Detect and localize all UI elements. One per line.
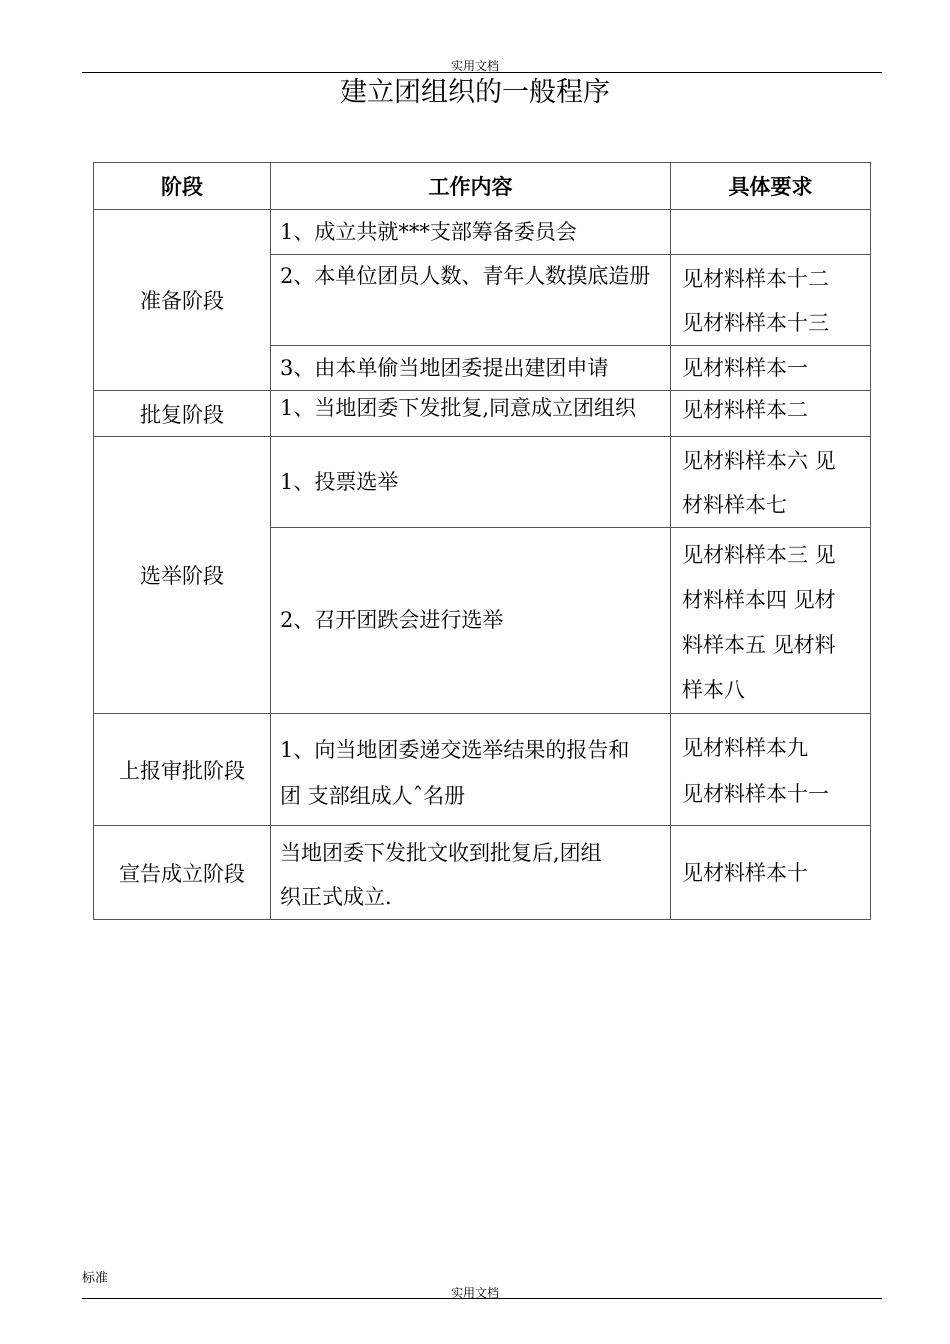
stage-cell: 宣告成立阶段 [94,826,271,920]
table-row [94,210,871,255]
requirement-cell [671,437,871,528]
table-row [94,437,871,528]
requirement-line: 见材料样本九 [682,736,808,760]
work-cell: 1、投票选举 [271,437,671,528]
stage-cell: 批复阶段 [94,391,271,437]
work-line: 团 支部组成人ˆ名册 [280,784,466,808]
header-work: 工作内容 [271,163,671,210]
work-cell [271,391,671,437]
stage-cell: 上报审批阶段 [94,714,271,826]
footer-label: 标准 [82,1271,109,1286]
table-row [94,391,871,437]
requirement-line: 样本八 [682,678,745,702]
page-footer: 实用文档 [450,1286,499,1300]
work-cell: 3、由本单偷当地团委提出建团申请 [271,346,671,391]
requirement-cell [671,210,871,255]
header-rule [82,72,882,73]
requirement-cell: 见材料样本十 [671,826,871,920]
table-row [94,826,871,920]
requirement-line: 见材料样本六 见 [682,449,836,473]
requirement-cell: 见材料样本一 [671,346,871,391]
requirement-line: 材料样本四 见材 [682,588,836,612]
document-title: 建立团组织的一般程序 [340,77,610,108]
table-row [94,714,871,826]
procedure-table [93,162,871,920]
requirement-line: 见材料样本十一 [682,782,829,806]
header-requirement: 具体要求 [671,163,871,210]
requirement-line: 料样本五 见材料 [682,633,836,657]
requirement-cell [671,255,871,346]
work-line: 织正式成立. [280,885,392,909]
work-text-clipped: 1、当地团委下发批复,同意成立团组织 [280,396,637,420]
requirement-line: 材料样本七 [682,493,787,517]
stage-cell: 准备阶段 [94,210,271,391]
requirement-cell [671,528,871,714]
footer-rule [82,1298,882,1299]
header-stage: 阶段 [94,163,271,210]
work-cell [271,714,671,826]
work-cell: 2、召开团跌会进行选举 [271,528,671,714]
work-line: 1、向当地团委递交选举结果的报告和 [280,738,630,762]
work-cell: 1、成立共就***支部筹备委员会 [271,210,671,255]
requirement-line: 见材料样本十三 [682,311,829,335]
stage-cell: 选举阶段 [94,437,271,714]
requirement-line: 见材料样本十二 [682,267,829,291]
table-header-row [94,163,871,210]
work-cell: 2、本单位团员人数、青年人数摸底造册 [271,255,671,346]
page-header: 实用文档 [450,59,499,73]
work-line: 当地团委下发批文收到批复后,团组 [280,841,602,865]
work-cell [271,826,671,920]
requirement-line: 见材料样本三 见 [682,543,836,567]
requirement-cell: 见材料样本二 [671,391,871,437]
requirement-cell [671,714,871,826]
